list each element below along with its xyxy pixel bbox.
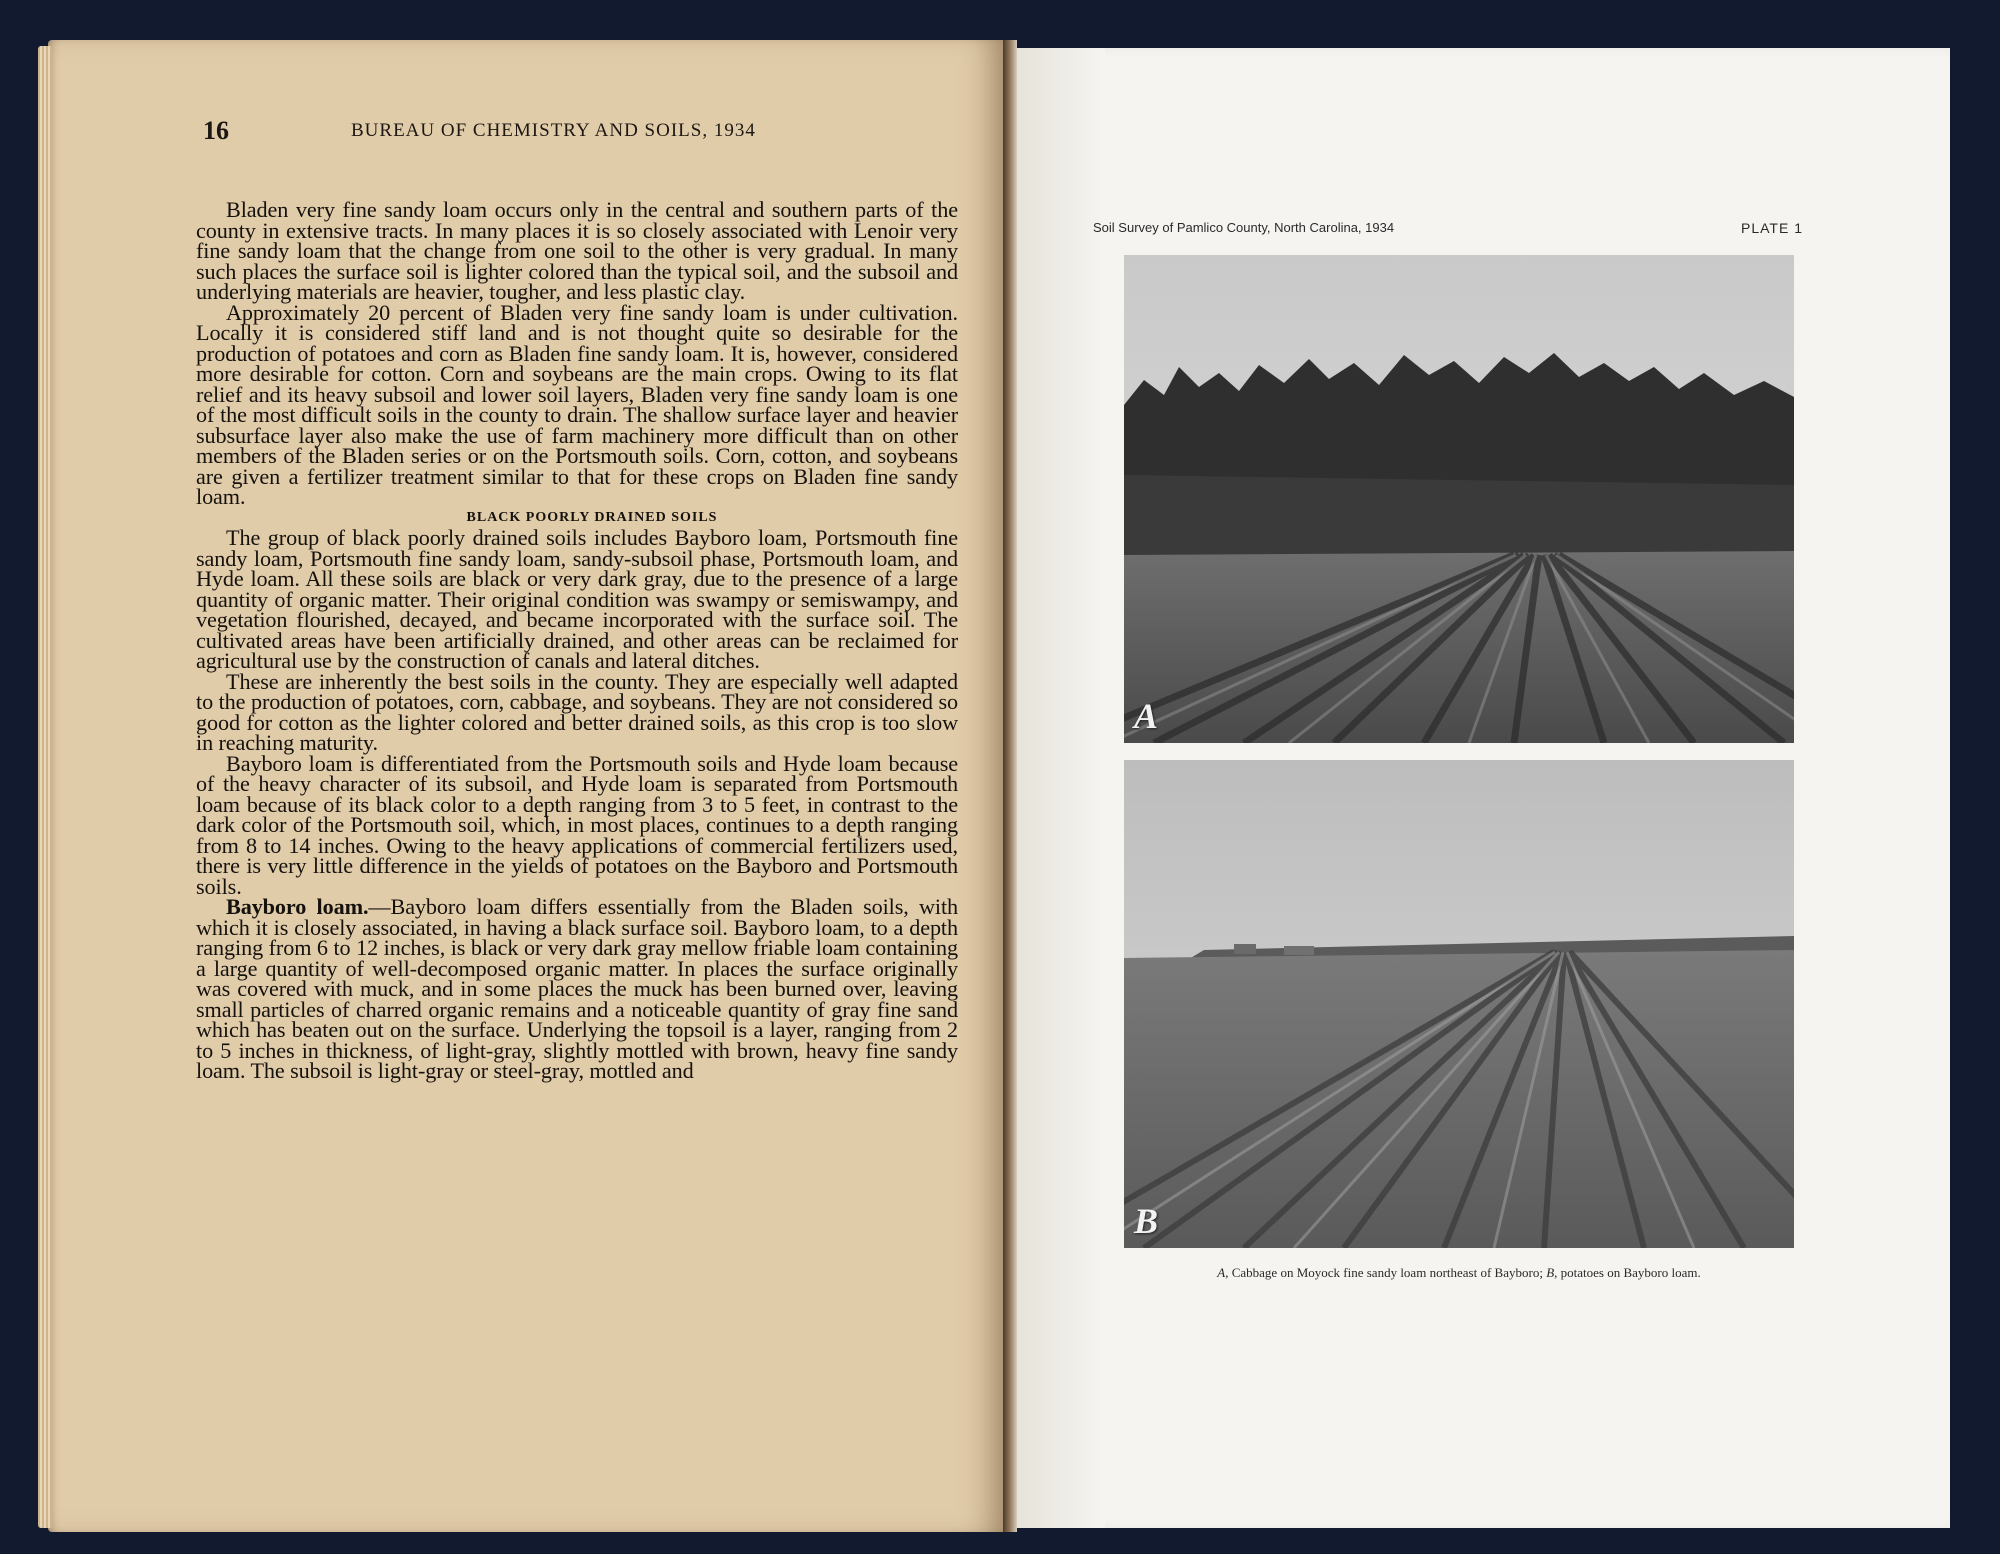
caption-a-text: , Cabbage on Moyock fine sandy loam northeast of Bayboro; (1225, 1265, 1547, 1280)
plate-survey-title: Soil Survey of Pamlico County, North Carolina, 1934 (1093, 220, 1395, 235)
photo-potato-field (1124, 760, 1794, 1248)
paragraph: These are inherently the best soils in the county. They are especially well adapted to the production of potatoes, corn, cabbage, and soybeans. They are not considered so good for cotton as the lighter colored and better drained soils, as this crop is too slow in reaching maturity. (196, 668, 958, 755)
paragraph: Bayboro loam is differentiated from the Portsmouth soils and Hyde loam because of the heavy character of its subsoil, and Hyde loam is separated from Portsmouth loam because of its black color to a depth ranging from 3 to 5 feet, in contrast to the dark color of the Portsmouth soil, which, in most places, continues to a depth ranging from 8 to 14 inches. Owing to the heavy applications of commercial fertilizers used, there is very little difference in the yields of potatoes on the Bayboro and Portsmouth soils. (196, 750, 958, 899)
plate-caption (1124, 1265, 1794, 1281)
photo-a-label: A (1134, 696, 1159, 736)
section-heading: BLACK POORLY DRAINED SOILS (466, 509, 718, 525)
paragraph: The group of black poorly drained soils includes Bayboro loam, Portsmouth fine sandy loam, Portsmouth fine sandy loam, sandy-subsoil phase, Portsmouth loam, and Hyde loam. All these soils are black or very dark gray, due to the presence of a large quantity of organic matter. Their original condition was swampy or semiswampy, and vegetation flourished, decayed, and became incorporated with the surface soil. The cultivated areas have been artificially drained, and other areas can be reclaimed for agricultural use by the construction of canals and lateral ditches. (196, 525, 958, 673)
photo-b-label: B (1134, 1201, 1159, 1241)
paragraph: Bladen very fine sandy loam occurs only in the central and southern parts of the county in extensive tracts. In many places it is so closely associated with Lenoir very fine sandy loam that the change from one soil to the other is very gradual. In many such places the surface soil is lighter colored than the typical soil, and the subsoil and underlying materials are heavier, tougher, and less plastic clay. (196, 197, 958, 304)
left-page (48, 40, 1003, 1532)
caption-b-letter: B (1546, 1265, 1555, 1280)
plate-number: PLATE 1 (1741, 220, 1803, 236)
runin-heading: Bayboro loam. (226, 894, 369, 919)
caption-b-text: , potatoes on Bayboro loam. (1554, 1265, 1701, 1280)
photo-cabbage-field (1124, 255, 1794, 743)
photo-b-image (1124, 760, 1794, 1248)
right-page (1017, 48, 1950, 1528)
page-edges (38, 46, 52, 1528)
binding-gutter (1003, 40, 1017, 1532)
paragraph (196, 894, 959, 1083)
running-head-title: BUREAU OF CHEMISTRY AND SOILS, 1934 (351, 120, 756, 141)
book-spread (48, 40, 1950, 1532)
paragraph: Approximately 20 percent of Bladen very fine sandy loam is under cultivation. Locally it is considered stiff land and is not thought quite so desirable for the production of potatoes and corn as Bladen fine sandy loam. It is, however, considered more desirable for cotton. Corn and soybeans are the main crops. Owing to its flat relief and its heavy subsoil and lower soil layers, Bladen very fine sandy loam is one of the most difficult soils in the county to drain. The shallow surface layer and heavier subsurface layer also make the use of farm machinery more difficult than on other members of the Bladen series or on the Portsmouth soils. Corn, cotton, and soybeans are given a fertilizer treatment similar to that for these crops on Bladen fine sandy loam. (196, 299, 958, 509)
photo-a-image (1124, 255, 1794, 743)
paragraph-text: —Bayboro loam differs essentially from the Bladen soils, with which it is closely associated, in having a black surface soil. Bayboro loam, to a depth ranging from 6 to 12 inches, is black or very dark gray mellow friable loam containing a large quantity of well-decomposed organic matter. In places the surface originally was covered with muck, and in some places the muck has been burned over, leaving small particles of charred organic remains and a noticeable quantity of gray fine sand which has beaten out on the surface. Underlying the topsoil is a layer, ranging from 2 to 5 inches in thickness, of light-gray, slightly mottled with brown, heavy fine sandy loam. The subsoil is light-gray or steel-gray, mottled and (196, 894, 959, 1083)
page-number: 16 (203, 116, 229, 145)
running-head (203, 116, 973, 156)
body-text (196, 197, 959, 1083)
tissue-strip (1017, 48, 1105, 1528)
caption-a-letter: A (1217, 1265, 1226, 1280)
plate-header (1093, 220, 1803, 242)
